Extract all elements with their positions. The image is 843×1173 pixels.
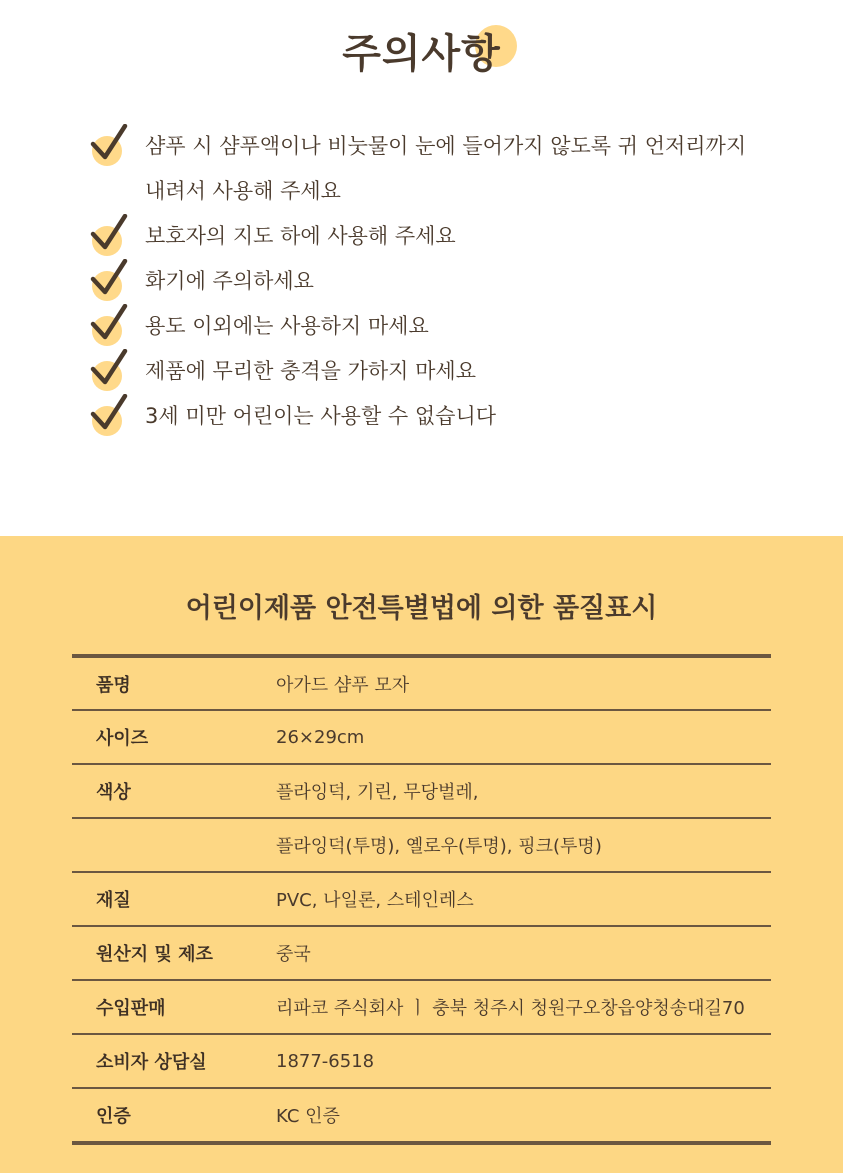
quality-title: 어린이제품 안전특별법에 의한 품질표시 [185, 593, 658, 624]
row-value: 중국 [276, 944, 311, 965]
caution-text: 내려서 사용해 주세요 [145, 179, 341, 203]
table-row-color-continued [72, 817, 771, 871]
row-label: 원산지 및 제조 [96, 944, 213, 965]
checkmark-icon [90, 259, 130, 303]
precautions-section [0, 0, 843, 536]
caution-text: 용도 이외에는 사용하지 마세요 [145, 314, 429, 338]
row-label: 수입판매 [96, 998, 166, 1019]
row-label: 재질 [96, 890, 131, 911]
precautions-list [90, 124, 790, 439]
caution-text: 보호자의 지도 하에 사용해 주세요 [145, 224, 456, 248]
caution-item [90, 124, 790, 169]
row-value: 플라잉덕, 기린, 무당벌레, [276, 782, 479, 803]
table-row-origin [72, 925, 771, 979]
caution-text: 3세 미만 어린이는 사용할 수 없습니다 [145, 404, 497, 428]
table-row-importer [72, 979, 771, 1033]
caution-item [90, 349, 790, 394]
caution-text: 화기에 주의하세요 [145, 269, 314, 293]
table-row-color [72, 763, 771, 817]
row-value: 아가드 샴푸 모자 [276, 674, 410, 696]
row-label: 사이즈 [96, 728, 149, 749]
checkmark-icon [90, 349, 130, 393]
row-label: 인증 [96, 1106, 131, 1127]
quality-table [72, 654, 771, 1145]
table-row-material [72, 871, 771, 925]
caution-item [90, 214, 790, 259]
table-row-size [72, 709, 771, 763]
checkmark-icon [90, 214, 130, 258]
table-row-certification [72, 1087, 771, 1141]
caution-item [90, 394, 790, 439]
caution-item [90, 259, 790, 304]
checkmark-icon [90, 304, 130, 348]
checkmark-icon [90, 124, 130, 168]
row-label: 품명 [96, 674, 131, 696]
caution-text: 샴푸 시 샴푸액이나 비눗물이 눈에 들어가지 않도록 귀 언저리까지 [145, 134, 747, 158]
row-value: PVC, 나일론, 스테인레스 [276, 890, 474, 911]
precautions-title: 주의사항 [342, 22, 501, 79]
row-value: 플라잉덕(투명), 옐로우(투명), 핑크(투명) [276, 836, 602, 857]
row-value: KC 인증 [276, 1106, 340, 1127]
caution-item-continuation [90, 169, 790, 214]
quality-section [0, 536, 843, 1173]
row-label: 소비자 상담실 [96, 1052, 207, 1073]
caution-item [90, 304, 790, 349]
table-row-customer-service [72, 1033, 771, 1087]
row-value: 1877-6518 [276, 1050, 375, 1072]
caution-text: 제품에 무리한 충격을 가하지 마세요 [145, 359, 476, 383]
row-value: 26×29cm [276, 726, 365, 748]
checkmark-icon [90, 394, 130, 438]
row-label: 색상 [96, 782, 131, 803]
table-row-product-name [72, 658, 771, 709]
row-value: 리파코 주식회사 ㅣ 충북 청주시 청원구오창읍양청송대길70 [276, 998, 745, 1019]
